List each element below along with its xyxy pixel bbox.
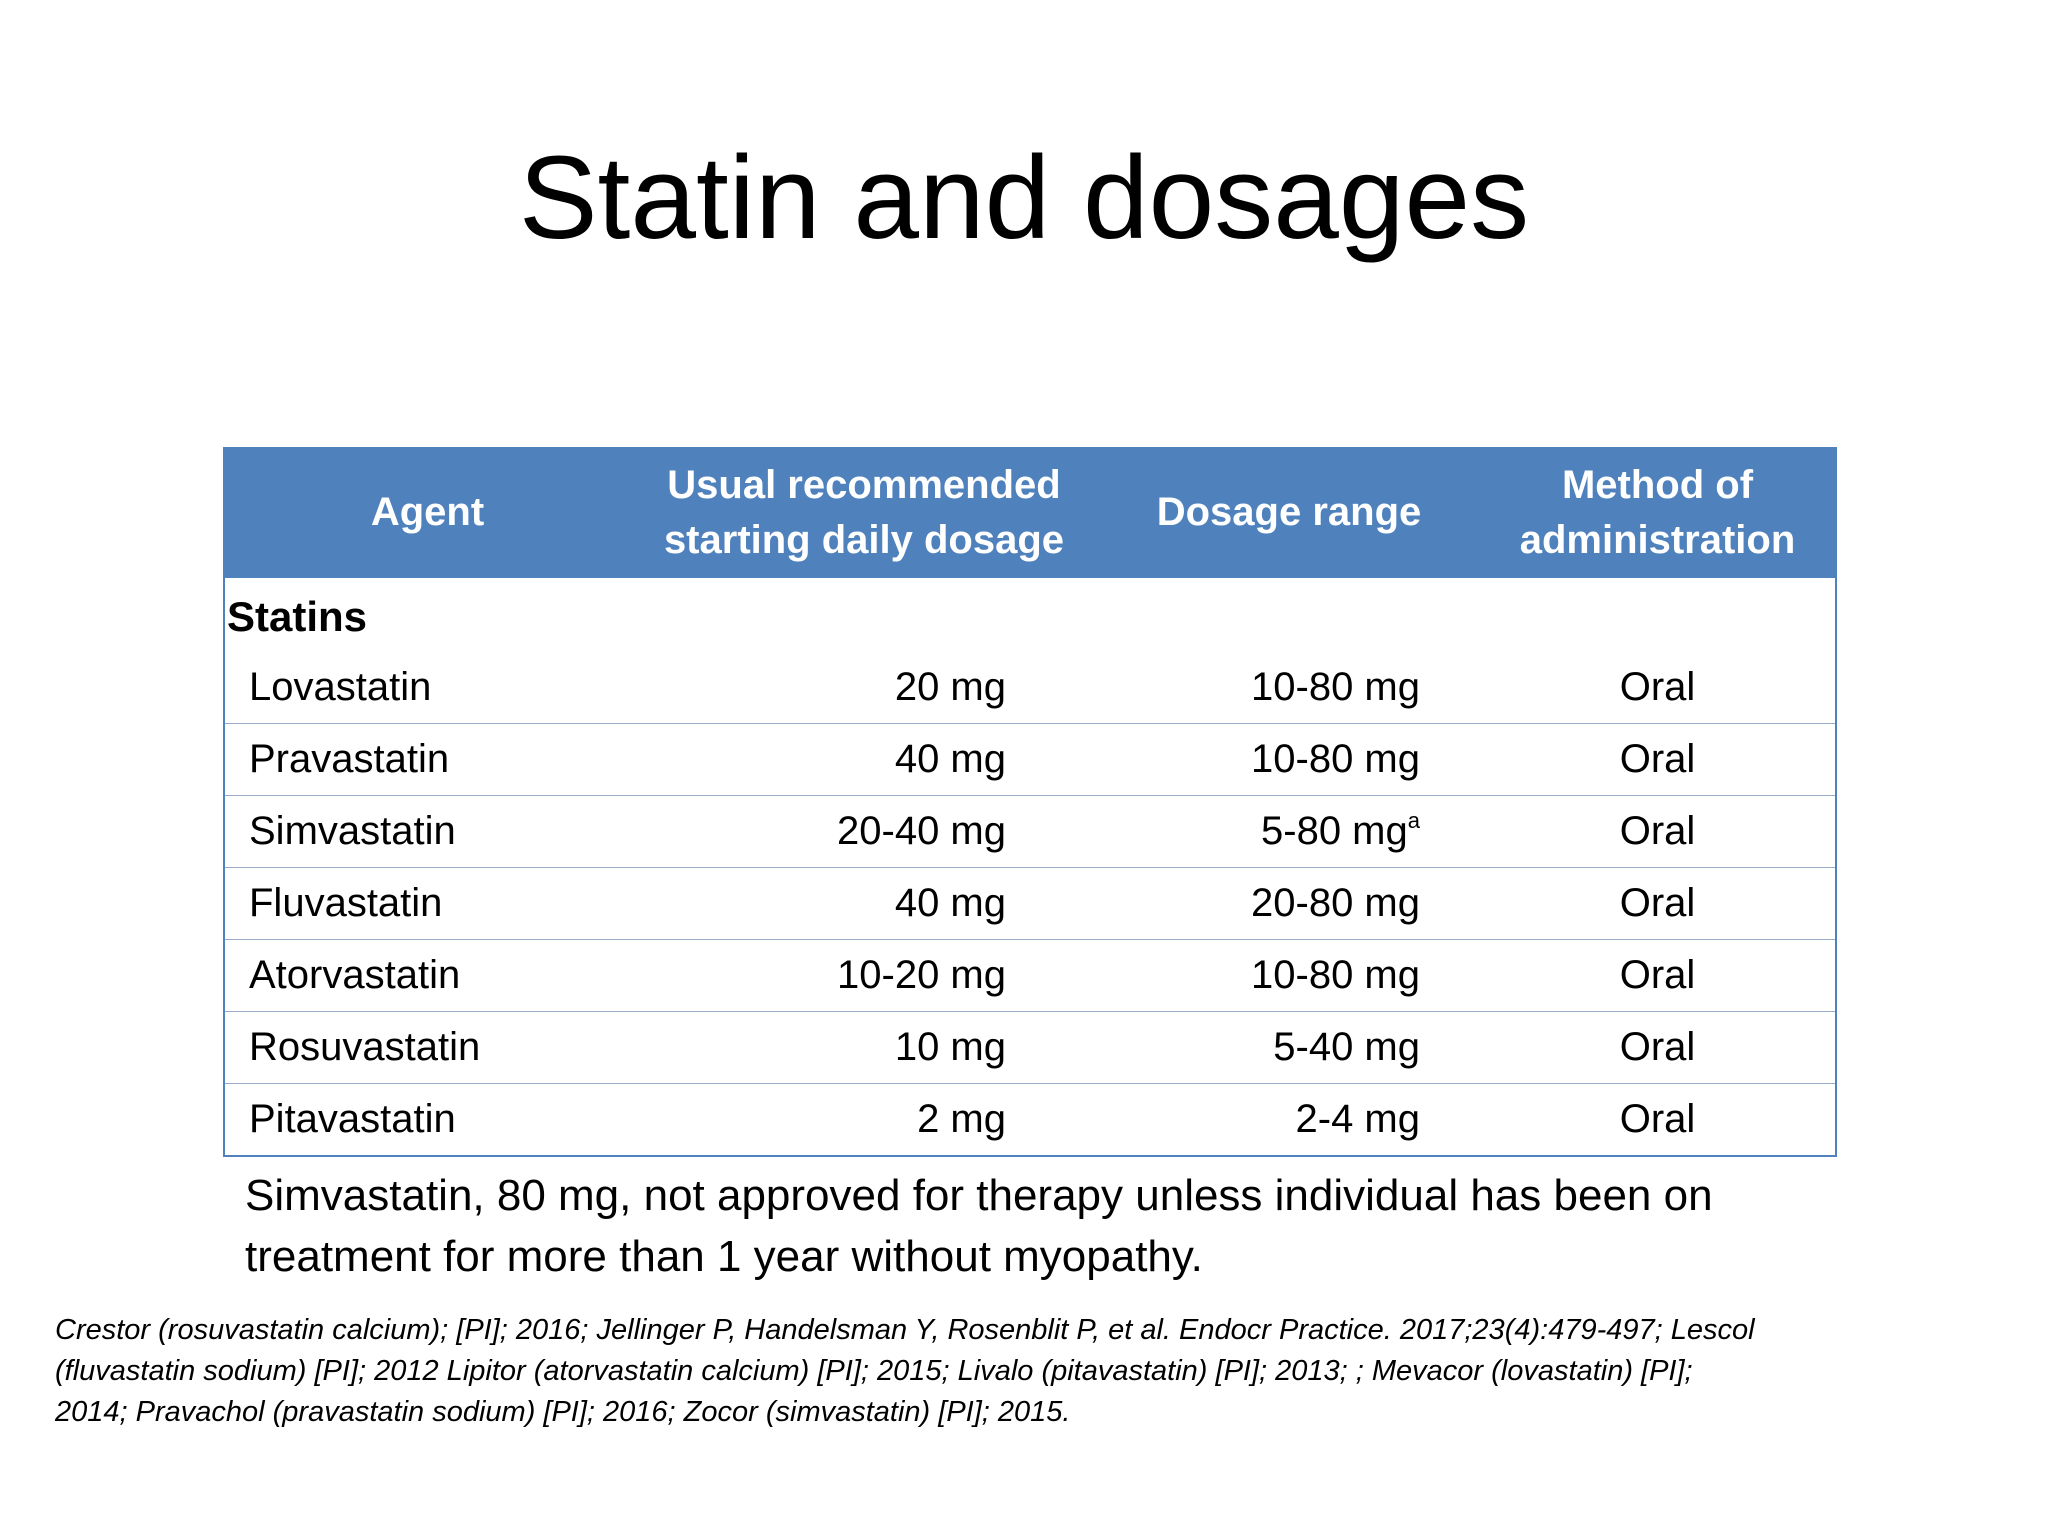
note-line-1: Simvastatin, 80 mg, not approved for therapy unless individual has been on: [245, 1171, 1713, 1220]
table-row: [225, 1012, 1835, 1084]
cell-agent: Rosuvastatin: [225, 1012, 630, 1084]
cell-agent: Pravastatin: [225, 724, 630, 796]
cell-dosage-range: [1098, 868, 1480, 940]
header-row: [225, 447, 1835, 578]
header-dosage-range: [1098, 447, 1480, 578]
range-value: 10-80 mg: [1251, 665, 1420, 709]
table-row: [225, 796, 1835, 868]
header-agent: [225, 447, 630, 578]
cell-usual-dosage: 2 mg: [630, 1084, 1098, 1157]
range-value: 2-4 mg: [1295, 1097, 1420, 1141]
cell-agent: Simvastatin: [225, 796, 630, 868]
cell-usual-dosage: 20-40 mg: [630, 796, 1098, 868]
table-row: [225, 940, 1835, 1012]
cell-agent: Lovastatin: [225, 652, 630, 724]
dosage-table-container: [223, 447, 1837, 1157]
cell-method: Oral: [1480, 1084, 1835, 1157]
footnote-mark: a: [1407, 808, 1420, 833]
cell-agent: Fluvastatin: [225, 868, 630, 940]
header-method-line2: administration: [1519, 517, 1796, 562]
cell-method: Oral: [1480, 940, 1835, 1012]
header-range-label: Dosage range: [1156, 490, 1422, 534]
cell-dosage-range: [1098, 1012, 1480, 1084]
header-usual-line2: starting daily dosage: [663, 517, 1065, 562]
range-value: 10-80 mg: [1251, 953, 1420, 997]
table-row: [225, 652, 1835, 724]
table-header: [225, 447, 1835, 578]
cell-dosage-range: [1098, 724, 1480, 796]
table-body: [225, 578, 1835, 1156]
dosage-table: [225, 447, 1835, 1157]
reference-line-3: 2014; Pravachol (pravastatin sodium) [PI]; 2016; Zocor (simvastatin) [PI]; 2015.: [55, 1396, 1071, 1428]
references: [55, 1310, 1935, 1433]
cell-agent: Atorvastatin: [225, 940, 630, 1012]
table-row: [225, 724, 1835, 796]
header-method-line1: Method of: [1561, 462, 1754, 507]
reference-line-2: (fluvastatin sodium) [PI]; 2012 Lipitor (atorvastatin calcium) [PI]; 2015; Livalo (pitavastatin) [PI]; 2013; ; Mevacor (lovastatin) [PI];: [55, 1355, 1693, 1387]
header-agent-label: Agent: [370, 490, 485, 534]
range-value: 5-80 mg: [1261, 809, 1408, 853]
cell-usual-dosage: 10-20 mg: [630, 940, 1098, 1012]
cell-usual-dosage: 10 mg: [630, 1012, 1098, 1084]
section-row-statins: [225, 578, 1835, 652]
cell-agent: Pitavastatin: [225, 1084, 630, 1157]
table-row: [225, 868, 1835, 940]
cell-method: Oral: [1480, 1012, 1835, 1084]
simvastatin-note: [245, 1165, 1885, 1287]
cell-method: Oral: [1480, 652, 1835, 724]
cell-usual-dosage: 40 mg: [630, 724, 1098, 796]
cell-method: Oral: [1480, 724, 1835, 796]
cell-dosage-range: [1098, 1084, 1480, 1157]
cell-usual-dosage: 20 mg: [630, 652, 1098, 724]
range-value: 20-80 mg: [1251, 881, 1420, 925]
cell-dosage-range: [1098, 940, 1480, 1012]
table-row: [225, 1084, 1835, 1157]
range-value: 5-40 mg: [1273, 1025, 1420, 1069]
header-usual-line1: Usual recommended: [667, 462, 1061, 507]
slide-title: Statin and dosages: [518, 132, 1530, 264]
section-label: Statins: [227, 593, 368, 640]
header-method: [1480, 447, 1835, 578]
cell-usual-dosage: 40 mg: [630, 868, 1098, 940]
note-line-2: treatment for more than 1 year without myopathy.: [245, 1232, 1203, 1281]
cell-method: Oral: [1480, 796, 1835, 868]
header-usual-dosage: [630, 447, 1098, 578]
range-value: 10-80 mg: [1251, 737, 1420, 781]
cell-dosage-range: [1098, 796, 1480, 868]
reference-line-1: Crestor (rosuvastatin calcium); [PI]; 2016; Jellinger P, Handelsman Y, Rosenblit P, et al. Endocr Practice. 2017;23(4):479-497; Lescol: [55, 1314, 1755, 1346]
cell-dosage-range: [1098, 652, 1480, 724]
cell-method: Oral: [1480, 868, 1835, 940]
